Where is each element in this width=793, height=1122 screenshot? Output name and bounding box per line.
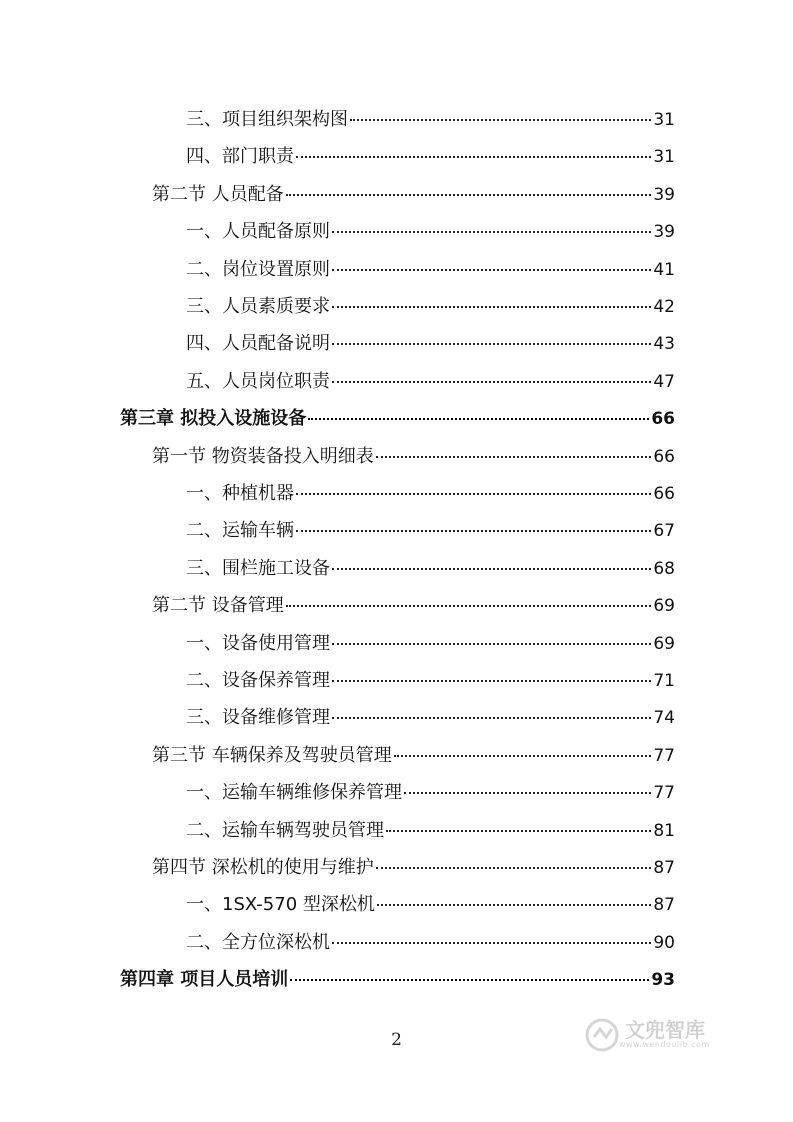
toc-entry-label: 一、1SX-570 型深松机 <box>186 894 375 915</box>
toc-dot-leader <box>394 754 652 757</box>
toc-entry-section[interactable] <box>152 442 675 472</box>
toc-entry-page: 93 <box>651 970 675 990</box>
toc-entry-chapter[interactable] <box>120 965 675 995</box>
toc-dot-leader <box>332 679 651 682</box>
toc-entry-label: 第四章 项目人员培训 <box>120 969 289 990</box>
toc-dot-leader <box>296 155 651 158</box>
toc-entry-item[interactable] <box>186 217 675 247</box>
toc-dot-leader <box>286 604 652 607</box>
toc-entry-item[interactable] <box>186 516 675 546</box>
toc-entry-item[interactable] <box>186 703 675 733</box>
toc-entry-label: 三、项目组织架构图 <box>186 109 348 130</box>
watermark <box>585 1018 710 1052</box>
toc-entry-item[interactable] <box>186 292 675 322</box>
toc-dot-leader <box>296 529 651 532</box>
toc-entry-section[interactable] <box>152 180 675 210</box>
toc-entry-page: 67 <box>653 521 675 541</box>
toc-entry-label: 三、人员素质要求 <box>186 296 330 317</box>
toc-entry-page: 90 <box>653 933 675 953</box>
toc-entry-section[interactable] <box>152 591 675 621</box>
toc-dot-leader <box>404 791 651 794</box>
toc-entry-label: 一、人员配备原则 <box>186 221 330 242</box>
toc-entry-item[interactable] <box>186 105 675 135</box>
toc-entry-label: 一、种植机器 <box>186 483 294 504</box>
toc-entry-page: 69 <box>653 596 675 616</box>
toc-entry-label: 二、设备保养管理 <box>186 670 330 691</box>
toc-entry-page: 43 <box>653 334 675 354</box>
toc-entry-item[interactable] <box>186 255 675 285</box>
toc-entry-label: 二、运输车辆驾驶员管理 <box>186 820 384 841</box>
toc-dot-leader <box>332 642 651 645</box>
toc-entry-label: 第二节 设备管理 <box>152 595 284 616</box>
toc-entry-item[interactable] <box>186 928 675 958</box>
toc-entry-label: 第一节 物资装备投入明细表 <box>152 446 374 467</box>
toc-dot-leader <box>350 118 651 121</box>
toc-entry-section[interactable] <box>152 741 675 771</box>
toc-entry-label: 五、人员岗位职责 <box>186 371 330 392</box>
toc-dot-leader <box>332 941 651 944</box>
toc-entry-item[interactable] <box>186 666 675 696</box>
toc-dot-leader <box>290 978 649 981</box>
toc-entry-page: 31 <box>653 110 675 130</box>
toc-entry-label: 第二节 人员配备 <box>152 184 284 205</box>
toc-dot-leader <box>377 903 651 906</box>
toc-entry-page: 77 <box>653 746 675 766</box>
toc-entry-label: 二、全方位深松机 <box>186 932 330 953</box>
toc-entry-page: 81 <box>653 821 675 841</box>
toc-entry-item[interactable] <box>186 629 675 659</box>
toc-entry-chapter[interactable] <box>120 404 675 434</box>
toc-entry-page: 41 <box>653 260 675 280</box>
toc-dot-leader <box>332 342 651 345</box>
toc-entry-label: 二、岗位设置原则 <box>186 259 330 280</box>
toc-entry-page: 31 <box>653 147 675 167</box>
toc-entry-item[interactable] <box>186 367 675 397</box>
toc-dot-leader <box>376 866 652 869</box>
toc-entry-page: 74 <box>653 708 675 728</box>
toc-entry-page: 68 <box>653 559 675 579</box>
toc-entry-page: 77 <box>653 783 675 803</box>
toc-dot-leader <box>332 716 651 719</box>
toc-entry-label: 第三章 拟投入设施设备 <box>120 408 307 429</box>
toc-dot-leader <box>332 380 651 383</box>
toc-entry-item[interactable] <box>186 778 675 808</box>
toc-entry-label: 四、人员配备说明 <box>186 333 330 354</box>
toc-entry-item[interactable] <box>186 816 675 846</box>
toc-dot-leader <box>332 230 651 233</box>
toc-entry-item[interactable] <box>186 142 675 172</box>
toc-entry-page: 39 <box>653 222 675 242</box>
toc-entry-page: 71 <box>653 671 675 691</box>
toc-entry-page: 39 <box>653 185 675 205</box>
toc-dot-leader <box>296 492 651 495</box>
toc-entry-label: 三、设备维修管理 <box>186 707 330 728</box>
toc-dot-leader <box>332 268 651 271</box>
toc-dot-leader <box>332 567 651 570</box>
toc-entry-section[interactable] <box>152 853 675 883</box>
toc-entry-label: 一、设备使用管理 <box>186 633 330 654</box>
toc-dot-leader <box>332 305 651 308</box>
toc-entry-page: 66 <box>651 409 675 429</box>
toc-entry-label: 第四节 深松机的使用与维护 <box>152 857 374 878</box>
toc-entry-page: 69 <box>653 634 675 654</box>
watermark-logo-icon <box>585 1018 619 1052</box>
toc-entry-item[interactable] <box>186 554 675 584</box>
toc-entry-page: 66 <box>653 447 675 467</box>
toc-entry-label: 三、围栏施工设备 <box>186 558 330 579</box>
toc-dot-leader <box>286 193 652 196</box>
toc-entry-label: 一、运输车辆维修保养管理 <box>186 782 402 803</box>
toc-entry-label: 第三节 车辆保养及驾驶员管理 <box>152 745 392 766</box>
page-number: 2 <box>391 1030 402 1050</box>
toc-entry-label: 四、部门职责 <box>186 146 294 167</box>
toc-entry-page: 47 <box>653 372 675 392</box>
toc-dot-leader <box>376 455 652 458</box>
toc-entry-page: 87 <box>653 895 675 915</box>
toc-entry-item[interactable] <box>186 479 675 509</box>
toc-entry-page: 42 <box>653 297 675 317</box>
toc-entry-label: 二、运输车辆 <box>186 520 294 541</box>
toc-dot-leader <box>308 417 649 420</box>
toc-entry-item[interactable] <box>186 890 675 920</box>
toc-entry-page: 87 <box>653 858 675 878</box>
toc-dot-leader <box>386 829 651 832</box>
watermark-url: www.wendoulib.com <box>619 1040 710 1049</box>
toc-entry-page: 66 <box>653 484 675 504</box>
toc-entry-item[interactable] <box>186 329 675 359</box>
watermark-brand: 文兜智库 <box>625 1018 705 1042</box>
